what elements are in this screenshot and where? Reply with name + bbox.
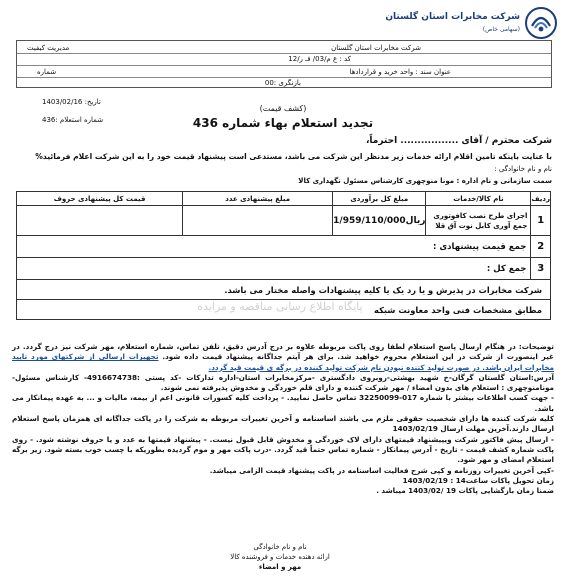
signature-stamp: مهر و امضاء — [258, 563, 302, 571]
header-code: کد : ع م/03/ فـ ر/12 — [288, 55, 351, 63]
notes-highlight: تجهیزات ارسالی از شرکتهای مورد تایید مخابرات ایران باشد. در صورت تولید کننده نبودن نام شرکت تولید کننده در برگه ی قیمت قید گردد. — [12, 352, 554, 372]
document-header-box — [16, 40, 552, 88]
grand-total-label: جمع کل : — [17, 258, 531, 280]
col-row-header: ردیف — [531, 192, 551, 206]
header-quality: مدیریت کیفیت — [27, 44, 70, 52]
signature-role: ارائه دهنده خدمات و فروشنده کالا — [230, 553, 330, 561]
total-offer-label: جمع قیمت پیشنهادی : — [17, 236, 531, 258]
telecom-logo-icon — [524, 6, 558, 40]
notes-section — [12, 342, 554, 496]
inquiry-number: شماره استعلام :436 — [42, 116, 104, 124]
notes-address: آدرس:استان گلستان گرگان-خ شهید بهشتی-روبروی دادگستری -مرکزمخابرات استان-اداره تدارکات -کد پستی :4916674738- کارشناس مسئول-مونامنوچهری : استعلام های بدون امضاء / مهر شرکت کننده و دارای قلم خوردگی و مخدوش پذیرفته نمی شوند. — [12, 372, 555, 393]
notes-intro: توضیحات: در هنگام ارسال پاسخ استعلام لطفا روی پاکت مربوطه علاوه بر درج آدرس دقیق، تلفن تماس، شماره استعلام، مهر شرکت نیز درج گردد. در غیر اینصورت از شرکت در این استعلام محروم خواهید شد. برای هر آیتم جداگانه پیشنهاد قیمت داده شود. — [12, 342, 554, 362]
notes-phone: - جهت کسب اطلاعات بیشتر با شماره 017-32250099 تماس حاصل نمایید. - پرداخت کلیه کسورات قانونی اعم از بیمه، مالیات و ... به عهده پیمانکار می باشد. — [12, 393, 554, 413]
spec-note: مطابق مشخصات فنی واحد معاونت شبکه — [17, 300, 551, 320]
notes-legal: کلیه شرکت کننده ها دارای شخصیت حقوقی ملزم می باشند اساسنامه و آخرین تغییرات مربوطه به شرکت را در پاکت جداگانه ای همزمان پاسخ استعلام ارسال دارند.آخرین مهلت ارسال 1403/02/19 — [12, 414, 554, 434]
notes-delivery: زمان تحویل پاکات ساعت14 : 1403/02/19 — [402, 475, 554, 485]
table-row — [17, 280, 551, 300]
acceptance-note: شرکت مخابرات در پذیرش و یا رد یک یا کلیه پیشنهادات واصله مختار می باشد. — [17, 280, 551, 300]
notes-last-changes: -کپی آخرین تغییرات روزنامه و کپی شرح فعالیت اساسنامه در پاکت پیشنهاد قیمت الزامی میباشد. — [209, 465, 554, 475]
header-doc-title: عنوان سند : واحد خرید و قراردادها — [349, 68, 451, 76]
org-logo-name: شرکت مخابرات استان گلستان — [385, 12, 520, 22]
row-number: 3 — [531, 258, 551, 280]
table-row — [17, 258, 551, 280]
notes-opening: ضمنا زمان بازگشایی پاکات 19 /1403/02 میباشد . — [376, 486, 554, 496]
intro-body: با عنایت باینکه تامین اقلام ارائه خدمات زیر مدنظر این شرکت می باشد، مستدعی است پیشنهاد قیمت خود را به این شرکت اعلام فرمائید% — [35, 152, 552, 161]
header-revision: بازنگری :00 — [264, 79, 301, 87]
page-title: تجدید استعلام بهاء شماره 436 — [192, 116, 374, 130]
position-line: سمت سازمانی و نام اداره : مونا منوچهری کارشناس مسئول نگهداری کالا — [298, 177, 552, 185]
col-offer-words-header: قیمت کل پیشنهادی حروف — [17, 192, 183, 206]
row-number: 1 — [531, 206, 551, 236]
notes-invoice: - ارسال پیش فاکتور شرکت ویپیشنهاد قیمتهای دارای لاک خوردگی و مخدوش قابل قبول نیست. - پیشنهاد قیمتها به عدد و یا حروف نوشته شود. - روی پاکت شماره کشف قیمت - تاریخ - آدرس پیمانکار - شماره تماس حتماً قید گردد. -درب پاکت مهر و موم گردیده بطوریکه با چسب خوب بسته شود. زیر برگه استعلام امضای و مهر شود. — [12, 434, 554, 465]
header-company: شرکت مخابرات استان گلستان — [331, 44, 421, 52]
signature-name: نام و نام خانوادگی — [253, 543, 307, 551]
notes-paragraph — [12, 342, 554, 373]
row-number: 2 — [531, 236, 551, 258]
col-estimate-header: مبلغ کل برآوردی — [333, 192, 426, 206]
offer-words-cell[interactable] — [17, 206, 183, 236]
offer-number-cell[interactable] — [183, 206, 333, 236]
col-offer-number-header: مبلغ پیشنهادی عدد — [183, 192, 333, 206]
document-date: تاریخ: 1403/02/16 — [42, 98, 101, 106]
table-header-row — [17, 192, 551, 206]
family-name-label: نام و نام خانوادگی : — [494, 165, 552, 173]
table-row — [17, 236, 551, 258]
watermark: پایگاه اطلاع رسانی مناقصه و مزایده — [197, 300, 363, 313]
header-number: شماره — [37, 68, 57, 76]
col-item-header: نام کالا/خدمات — [426, 192, 531, 206]
org-logo-subtitle: (سهامی خاص) — [482, 26, 520, 33]
table-row — [17, 206, 551, 236]
greeting: شرکت محترم / آقای ................. احترماً، — [365, 136, 552, 146]
item-estimate: 1/959/110/000ریال — [333, 206, 426, 236]
title-small: (کشف قیمت) — [259, 104, 307, 113]
item-name: اجرای طرح نصب کافوتوری جمع آوری کابل نوت آق قلا — [426, 206, 531, 236]
